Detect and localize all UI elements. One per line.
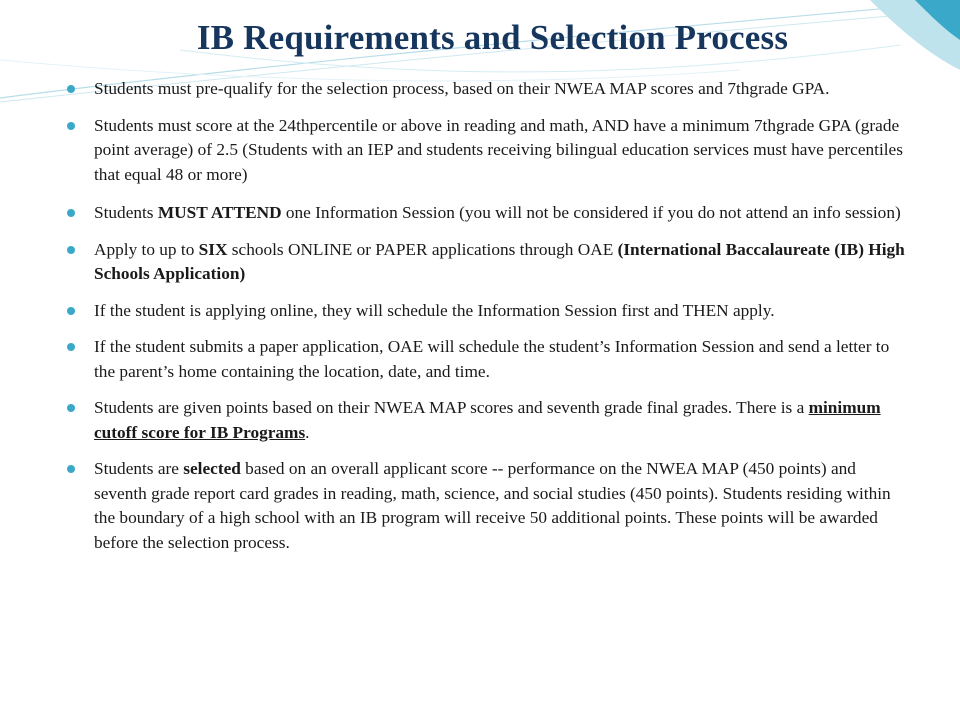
bullet-text: If the student submits a paper application, OAE will schedule the student’s Information Session and send a letter to the parent’s home containing the location, date, and time. — [94, 337, 890, 381]
bullet-dot-icon — [67, 404, 75, 412]
bullet-text: Students must score at the 24thpercentile or above in reading and math, AND have a minimum 7thgrade GPA (grade point average) of 2.5 (Students with an IEP and students receiving bilingual education services must have percentiles that equal 48 or more) — [94, 115, 903, 184]
bullet-underlined: minimum cutoff score for IB Programs — [94, 398, 881, 442]
bullet-text-pre: Students are given points based on their NWEA MAP scores and seventh grade final grades. There is a — [94, 398, 809, 417]
bullet-prequalify — [60, 77, 910, 102]
bullet-points — [60, 396, 910, 445]
bullet-emphasis: SIX — [198, 239, 228, 259]
bullet-dot-icon — [67, 246, 75, 254]
bullet-dot-icon — [67, 343, 75, 351]
bullet-text: If the student is applying online, they will schedule the Information Session first and THEN apply. — [94, 300, 775, 320]
bullet-dot-icon — [67, 307, 75, 315]
slide-title: IB Requirements and Selection Process — [196, 18, 789, 57]
bullet-text-post: one Information Session (you will not be considered if you do not attend an info session) — [281, 203, 901, 222]
bullet-dot-icon — [67, 209, 75, 217]
bullet-list — [60, 77, 910, 555]
bullet-text-pre: Apply to up to — [94, 239, 199, 259]
bullet-text-pre: Students are — [94, 459, 184, 478]
bullet-dot-icon — [67, 85, 75, 93]
bullet-info-session — [60, 201, 910, 226]
bullet-text-mid: schools ONLINE or PAPER applications through OAE — [227, 239, 618, 259]
bullet-apply-schools — [60, 238, 910, 287]
bullet-dot-icon — [67, 122, 75, 130]
bullet-text: Students must pre-qualify for the selection process, based on their NWEA MAP scores and 7thgrade GPA. — [94, 79, 830, 98]
bullet-emphasis-application: (International Baccalaureate (IB) High Schools Application) — [94, 239, 905, 283]
bullet-score-requirement — [60, 114, 910, 188]
bullet-paper-application — [60, 335, 910, 384]
bullet-emphasis: selected — [183, 459, 241, 478]
bullet-selection — [60, 457, 910, 555]
bullet-emphasis: MUST ATTEND — [157, 203, 282, 222]
bullet-apply-online — [60, 299, 910, 324]
bullet-dot-icon — [67, 465, 75, 473]
bullet-text-post: . — [305, 422, 310, 442]
bullet-text-post: based on an overall applicant score -- performance on the NWEA MAP (450 points) and seventh grade report card grades in reading, math, science, and social studies (450 points). Students residing within the boundary of a high school with an IB program will receive 50 additional points. These points will be awarded before the selection process. — [94, 459, 891, 552]
bullet-text-pre: Students — [94, 203, 158, 222]
